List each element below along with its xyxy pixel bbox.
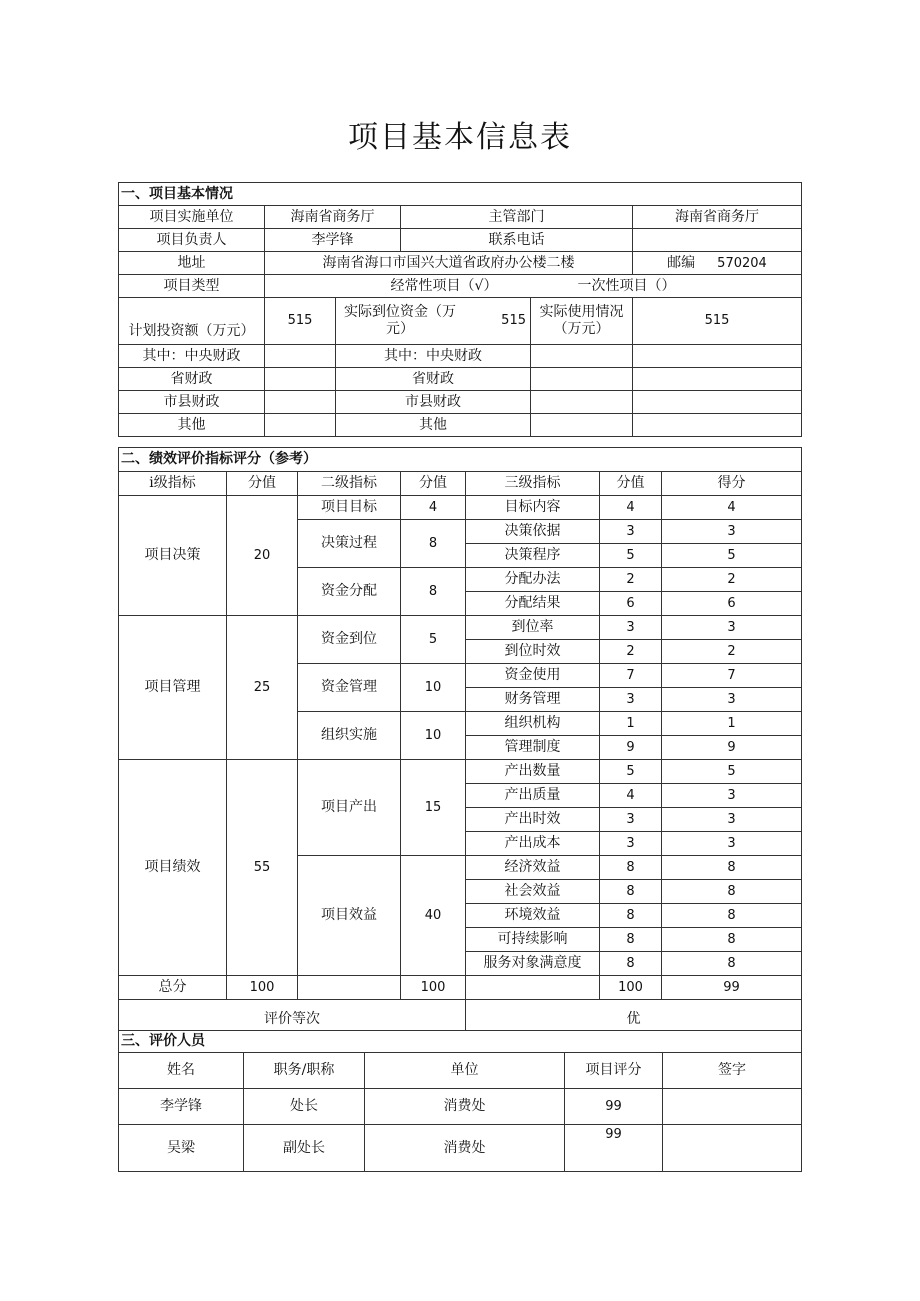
section1-heading: 一、项目基本情况 <box>119 183 802 206</box>
central-value-3 <box>633 345 802 368</box>
dept-label: 主管部门 <box>401 206 633 229</box>
actual-use-value: 515 <box>633 298 802 345</box>
l3-indicator: 产出质量 <box>466 784 600 808</box>
province-value-3 <box>633 368 802 391</box>
l3-indicator: 管理制度 <box>466 736 600 760</box>
header-got: 得分 <box>662 472 802 496</box>
l3-got: 8 <box>662 928 802 952</box>
evaluator-sign <box>663 1089 802 1125</box>
evaluator-unit: 消费处 <box>365 1089 565 1125</box>
l3-indicator: 组织机构 <box>466 712 600 736</box>
city-value-3 <box>633 391 802 414</box>
evaluator-score: 99 <box>565 1125 663 1172</box>
l3-indicator: 产出成本 <box>466 832 600 856</box>
l2-score: 5 <box>401 616 466 664</box>
l1-score: 55 <box>227 760 298 976</box>
l3-indicator: 财务管理 <box>466 688 600 712</box>
evaluator-sign <box>663 1125 802 1172</box>
indicator-row <box>119 760 802 784</box>
l3-got: 8 <box>662 904 802 928</box>
city-value-2 <box>531 391 633 414</box>
total-l2: 100 <box>401 976 466 1000</box>
l3-indicator: 环境效益 <box>466 904 600 928</box>
l3-got: 7 <box>662 664 802 688</box>
section3-heading: 三、评价人员 <box>119 1031 802 1053</box>
l3-got: 5 <box>662 544 802 568</box>
plan-invest-label: 计划投资额（万元） <box>119 298 265 345</box>
l3-indicator: 产出时效 <box>466 808 600 832</box>
l3-got: 5 <box>662 760 802 784</box>
l3-indicator: 可持续影响 <box>466 928 600 952</box>
l3-score: 8 <box>600 928 662 952</box>
grade-label: 评价等次 <box>119 1000 466 1031</box>
l3-got: 9 <box>662 736 802 760</box>
impl-unit-label: 项目实施单位 <box>119 206 265 229</box>
other-value-2 <box>531 414 633 437</box>
header-title: 职务/职称 <box>244 1053 365 1089</box>
plan-invest-value: 515 <box>265 298 336 345</box>
l3-score: 6 <box>600 592 662 616</box>
other-value-3 <box>633 414 802 437</box>
l2-score: 4 <box>401 496 466 520</box>
l3-got: 6 <box>662 592 802 616</box>
l3-score: 9 <box>600 736 662 760</box>
page-title: 项目基本信息表 <box>348 120 572 155</box>
address-label: 地址 <box>119 252 265 275</box>
l3-got: 8 <box>662 880 802 904</box>
indicator-table-body <box>119 496 802 976</box>
l3-score: 8 <box>600 880 662 904</box>
l3-indicator: 经济效益 <box>466 856 600 880</box>
l3-score: 7 <box>600 664 662 688</box>
l3-indicator: 分配办法 <box>466 568 600 592</box>
l2-indicator: 资金分配 <box>298 568 401 616</box>
l2-score: 15 <box>401 760 466 856</box>
zip-value: 570204 <box>717 255 767 271</box>
total-blank-2 <box>466 976 600 1000</box>
evaluator-title: 处长 <box>244 1089 365 1125</box>
l1-indicator: 项目决策 <box>119 496 227 616</box>
l2-indicator: 项目目标 <box>298 496 401 520</box>
impl-unit-value: 海南省商务厅 <box>265 206 401 229</box>
evaluator-name: 李学锋 <box>119 1089 244 1125</box>
type-onetime: 一次性项目（） <box>577 277 676 294</box>
l3-score: 3 <box>600 688 662 712</box>
l3-score: 3 <box>600 808 662 832</box>
l3-indicator: 产出数量 <box>466 760 600 784</box>
l1-score: 20 <box>227 496 298 616</box>
address-value: 海南省海口市国兴大道省政府办公楼二楼 <box>265 252 633 275</box>
l3-got: 3 <box>662 520 802 544</box>
actual-funds-cell <box>336 298 531 345</box>
l3-score: 5 <box>600 544 662 568</box>
l1-score: 25 <box>227 616 298 760</box>
leader-label: 项目负责人 <box>119 229 265 252</box>
zip-cell <box>633 252 802 275</box>
actual-funds-label: 实际到位资金（万元） <box>344 304 456 337</box>
central-label-2: 其中：中央财政 <box>336 345 531 368</box>
l3-got: 3 <box>662 832 802 856</box>
l3-score: 5 <box>600 760 662 784</box>
l3-got: 4 <box>662 496 802 520</box>
evaluator-name: 吴梁 <box>119 1125 244 1172</box>
other-label: 其他 <box>119 414 265 437</box>
l2-indicator: 项目效益 <box>298 856 401 976</box>
phone-label: 联系电话 <box>401 229 633 252</box>
l3-got: 3 <box>662 784 802 808</box>
city-label-2: 市县财政 <box>336 391 531 414</box>
dept-value: 海南省商务厅 <box>633 206 802 229</box>
l2-indicator: 组织实施 <box>298 712 401 760</box>
phone-value <box>633 229 802 252</box>
leader-value: 李学锋 <box>265 229 401 252</box>
l2-indicator: 项目产出 <box>298 760 401 856</box>
l3-score: 2 <box>600 640 662 664</box>
type-options <box>265 275 802 298</box>
l3-indicator: 分配结果 <box>466 592 600 616</box>
total-blank-1 <box>298 976 401 1000</box>
header-sign: 签字 <box>663 1053 802 1089</box>
total-l1: 100 <box>227 976 298 1000</box>
l3-got: 8 <box>662 856 802 880</box>
l3-score: 4 <box>600 784 662 808</box>
total-label: 总分 <box>119 976 227 1000</box>
l3-score: 3 <box>600 520 662 544</box>
l3-got: 2 <box>662 568 802 592</box>
l2-score: 10 <box>401 712 466 760</box>
province-value <box>265 368 336 391</box>
indicator-row <box>119 616 802 640</box>
evaluator-title: 副处长 <box>244 1125 365 1172</box>
other-label-2: 其他 <box>336 414 531 437</box>
total-got: 99 <box>662 976 802 1000</box>
l3-score: 3 <box>600 832 662 856</box>
l3-got: 3 <box>662 616 802 640</box>
evaluator-unit: 消费处 <box>365 1125 565 1172</box>
l3-indicator: 决策依据 <box>466 520 600 544</box>
section-basic-info <box>118 182 801 437</box>
header-l2: 二级指标 <box>298 472 401 496</box>
l3-score: 4 <box>600 496 662 520</box>
header-score: 项目评分 <box>565 1053 663 1089</box>
l3-indicator: 社会效益 <box>466 880 600 904</box>
l3-got: 3 <box>662 808 802 832</box>
l3-indicator: 到位率 <box>466 616 600 640</box>
l2-indicator: 资金管理 <box>298 664 401 712</box>
header-l2-score: 分值 <box>401 472 466 496</box>
l2-score: 8 <box>401 520 466 568</box>
l2-score: 8 <box>401 568 466 616</box>
header-l1: i级指标 <box>119 472 227 496</box>
evaluator-score: 99 <box>565 1089 663 1125</box>
indicator-row <box>119 496 802 520</box>
header-l3-score: 分值 <box>600 472 662 496</box>
header-name: 姓名 <box>119 1053 244 1089</box>
l3-indicator: 目标内容 <box>466 496 600 520</box>
l3-score: 2 <box>600 568 662 592</box>
l3-indicator: 决策程序 <box>466 544 600 568</box>
type-regular: 经常性项目（√） <box>390 277 498 294</box>
central-value <box>265 345 336 368</box>
actual-use-label: 实际使用情况（万元） <box>531 298 633 345</box>
l3-indicator: 到位时效 <box>466 640 600 664</box>
l3-score: 8 <box>600 952 662 976</box>
zip-label: 邮编 <box>667 254 696 271</box>
section-evaluators <box>118 1030 801 1172</box>
l1-indicator: 项目管理 <box>119 616 227 760</box>
header-l3: 三级指标 <box>466 472 600 496</box>
central-label: 其中：中央财政 <box>119 345 265 368</box>
central-value-2 <box>531 345 633 368</box>
province-value-2 <box>531 368 633 391</box>
l1-indicator: 项目绩效 <box>119 760 227 976</box>
l2-indicator: 资金到位 <box>298 616 401 664</box>
header-l1-score: 分值 <box>227 472 298 496</box>
l2-score: 10 <box>401 664 466 712</box>
city-label: 市县财政 <box>119 391 265 414</box>
actual-funds-value: 515 <box>501 313 526 329</box>
header-unit: 单位 <box>365 1053 565 1089</box>
l3-got: 2 <box>662 640 802 664</box>
l3-score: 1 <box>600 712 662 736</box>
city-value <box>265 391 336 414</box>
total-l3: 100 <box>600 976 662 1000</box>
l3-score: 8 <box>600 904 662 928</box>
l3-indicator: 资金使用 <box>466 664 600 688</box>
section2-heading: 二、绩效评价指标评分（参考） <box>119 448 802 472</box>
l3-indicator: 服务对象满意度 <box>466 952 600 976</box>
province-label-2: 省财政 <box>336 368 531 391</box>
type-label: 项目类型 <box>119 275 265 298</box>
l3-got: 8 <box>662 952 802 976</box>
l3-score: 8 <box>600 856 662 880</box>
l3-got: 3 <box>662 688 802 712</box>
other-value <box>265 414 336 437</box>
l3-got: 1 <box>662 712 802 736</box>
province-label: 省财政 <box>119 368 265 391</box>
section-performance <box>118 447 801 1031</box>
grade-value: 优 <box>466 1000 802 1031</box>
l3-score: 3 <box>600 616 662 640</box>
l2-indicator: 决策过程 <box>298 520 401 568</box>
l2-score: 40 <box>401 856 466 976</box>
